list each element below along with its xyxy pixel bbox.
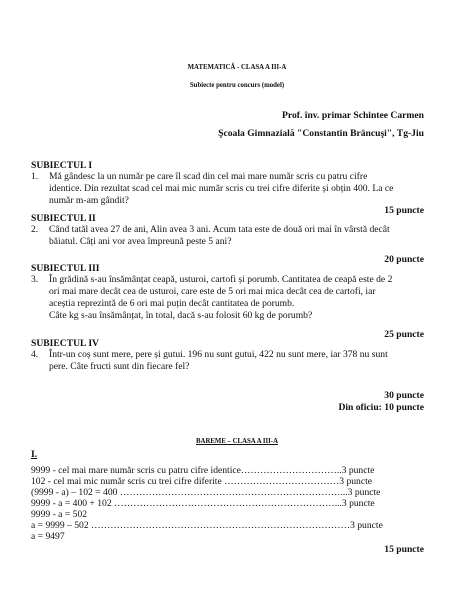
bareme-line: 9999 - cel mai mare număr scris cu patru cifre identice…………………………..3 puncte — [31, 465, 375, 476]
bareme-line: (9999 - a) – 102 = 400 ……………………………………………………………...3 puncte — [31, 487, 381, 498]
subject-text-line: ori mai mare decât cea de usturoi, care este de 5 ori mai mica decât cea de cartofi, iar — [49, 286, 376, 297]
subject-number: 3. — [31, 274, 39, 285]
school-line: Şcoala Gimnazială "Constantin Brâncuşi", Tg-Jiu — [218, 128, 424, 139]
subject-text-line: În grădină s-au însămânțat ceapă, usturoi, cartofi și porumb. Cantitatea de ceapă este de 2 — [49, 274, 393, 285]
subject-text-line: Câte kg s-au însămânțat, în total, dacă s-au folosit 60 kg de porumb? — [49, 310, 313, 321]
subject-heading: SUBIECTUL III — [31, 263, 100, 274]
bareme-line: a = 9999 – 502 ………………………………………………………………………3 puncte — [31, 520, 383, 531]
bareme-line: 102 - cel mai mic număr scris cu trei cifre diferite ………………………………3 puncte — [31, 476, 373, 487]
bareme-line: 9999 - a = 502 — [31, 509, 88, 520]
bareme-section-label: I. — [31, 449, 38, 460]
subject-text-line: Când tatăl avea 27 de ani, Alin avea 3 ani. Acum tata este de două ori mai în vârstă decât — [49, 224, 390, 235]
subject-points: 30 puncte — [384, 390, 424, 401]
subject-heading: SUBIECTUL II — [31, 213, 96, 224]
bareme-line: a = 9497 — [31, 531, 65, 542]
subject-text-line: număr m-am gândit? — [49, 195, 129, 206]
author-line: Prof. înv. primar Schintee Carmen — [282, 110, 424, 121]
subject-text-line: identice. Din rezultat scad cel mai mic număr scris cu trei cifre diferite și obțin 400. La ce — [49, 183, 394, 194]
subject-number: 1. — [31, 171, 39, 182]
subject-text-line: pere. Câte fructi sunt din fiecare fel? — [49, 361, 190, 372]
subject-points: 20 puncte — [384, 254, 424, 265]
subject-number: 2. — [31, 224, 39, 235]
document-title: MATEMATICĂ - CLASA A III-A — [187, 64, 287, 71]
bareme-title: BAREME – CLASA A III-A — [196, 438, 278, 445]
subject-points: 25 puncte — [384, 329, 424, 340]
subject-heading: SUBIECTUL I — [31, 160, 93, 171]
bareme-line: 9999 - a = 400 + 102 ……………………………………………………………...3 puncte — [31, 498, 375, 509]
document-subtitle: Subiecte pentru concurs (model) — [189, 82, 285, 89]
bareme-points: 15 puncte — [384, 544, 424, 555]
subject-text-line: Într-un coș sunt mere, pere și gutui. 196 nu sunt gutui, 422 nu sunt mere, iar 378 nu sunt — [49, 349, 388, 360]
subject-number: 4. — [31, 349, 39, 360]
subject-text-line: băiatul. Câți ani vor avea împreună peste 5 ani? — [49, 236, 232, 247]
subject-points: 15 puncte — [384, 205, 424, 216]
subject-text-line: aceștia reprezintă de 6 ori mai puțin decât cantitatea de porumb. — [49, 298, 295, 309]
official-points: Din oficiu: 10 puncte — [338, 402, 424, 413]
subject-text-line: Mă gândesc la un număr pe care îl scad din cel mai mare număr scris cu patru cifre — [49, 171, 368, 182]
subject-heading: SUBIECTUL IV — [31, 338, 99, 349]
